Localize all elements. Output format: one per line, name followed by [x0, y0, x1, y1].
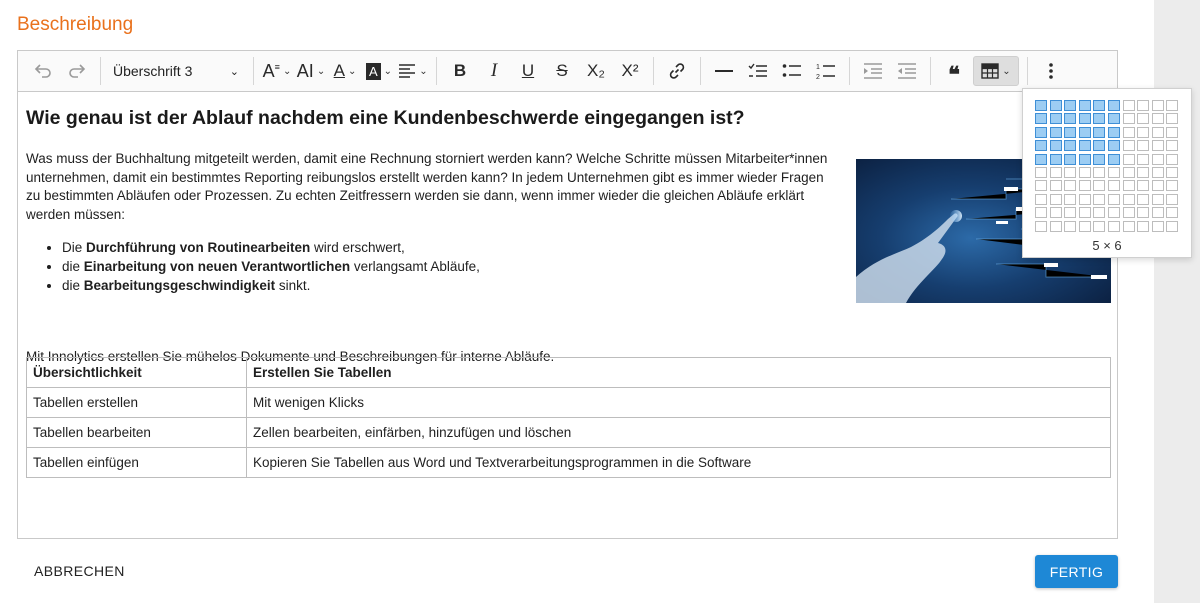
table-size-cell[interactable] — [1108, 194, 1120, 205]
outdent-icon — [897, 63, 917, 79]
toolbar-separator — [100, 57, 101, 85]
blockquote-button[interactable] — [939, 56, 969, 86]
table-size-cell[interactable] — [1093, 140, 1105, 151]
table-cell[interactable]: Erstellen Sie Tabellen — [247, 358, 1111, 388]
toolbar-separator — [700, 57, 701, 85]
bullet-list-icon — [782, 63, 802, 79]
table-size-cell[interactable] — [1050, 100, 1062, 111]
table-cell[interactable]: Mit wenigen Klicks — [247, 388, 1111, 418]
table-size-cell[interactable] — [1035, 127, 1047, 138]
toolbar-separator — [653, 57, 654, 85]
background-color-icon: A — [366, 63, 381, 80]
table-size-cell[interactable] — [1064, 154, 1076, 165]
table-size-cell[interactable] — [1137, 167, 1149, 178]
toolbar-separator — [849, 57, 850, 85]
table-size-cell[interactable] — [1093, 194, 1105, 205]
more-vertical-icon — [1048, 62, 1054, 80]
chevron-down-icon: ⌄ — [1002, 65, 1011, 77]
table-size-cell[interactable] — [1152, 113, 1164, 124]
table-size-cell[interactable] — [1166, 167, 1178, 178]
toolbar-separator — [930, 57, 931, 85]
chevron-down-icon: ⌄ — [282, 65, 292, 77]
editor-content[interactable] — [18, 92, 1117, 538]
svg-text:2: 2 — [816, 74, 820, 80]
table-size-cell[interactable] — [1035, 221, 1047, 232]
table-size-cell[interactable] — [1108, 100, 1120, 111]
table-size-cell[interactable] — [1137, 113, 1149, 124]
table-size-cell[interactable] — [1079, 100, 1091, 111]
table-cell[interactable]: Tabellen erstellen — [27, 388, 247, 418]
superscript-icon: X² — [621, 61, 639, 80]
table-size-cell[interactable] — [1166, 140, 1178, 151]
table-size-cell[interactable] — [1166, 207, 1178, 218]
table-size-cell[interactable] — [1035, 100, 1047, 111]
table-size-cell[interactable] — [1108, 207, 1120, 218]
table-size-cell[interactable] — [1079, 194, 1091, 205]
font-size-button[interactable] — [296, 56, 326, 86]
table-size-cell[interactable] — [1108, 167, 1120, 178]
section-title: Beschreibung — [17, 14, 134, 35]
indent-button[interactable] — [858, 56, 888, 86]
table-size-cell[interactable] — [1108, 180, 1120, 191]
table-size-cell[interactable] — [1166, 154, 1178, 165]
redo-icon — [67, 63, 87, 79]
table-size-cell[interactable] — [1050, 113, 1062, 124]
table-size-cell[interactable] — [1108, 127, 1120, 138]
table-size-cell[interactable] — [1137, 154, 1149, 165]
table-size-cell[interactable] — [1152, 167, 1164, 178]
chevron-down-icon: ⌄ — [383, 65, 393, 77]
table-cell[interactable]: Tabellen bearbeiten — [27, 418, 247, 448]
undo-icon — [33, 63, 53, 79]
table-size-cell[interactable] — [1137, 221, 1149, 232]
toolbar-separator — [436, 57, 437, 85]
background-color-button[interactable] — [364, 56, 394, 86]
link-icon — [668, 62, 686, 80]
heading-select[interactable] — [107, 56, 247, 86]
table-size-cell[interactable] — [1050, 140, 1062, 151]
checklist-icon — [748, 63, 768, 79]
document-heading: Wie genau ist der Ablauf nachdem eine Kundenbeschwerde eingegangen ist? — [26, 107, 745, 129]
redo-button[interactable] — [62, 56, 92, 86]
more-options-button[interactable] — [1036, 56, 1066, 86]
table-size-cell[interactable] — [1123, 154, 1135, 165]
table-size-cell[interactable] — [1064, 140, 1076, 151]
table-size-cell[interactable] — [1050, 180, 1062, 191]
table-icon — [981, 63, 999, 79]
table-size-cell[interactable] — [1123, 207, 1135, 218]
chevron-down-icon: ⌄ — [347, 65, 357, 77]
table-size-cell[interactable] — [1137, 127, 1149, 138]
table-size-cell[interactable] — [1152, 100, 1164, 111]
table-size-cell[interactable] — [1166, 194, 1178, 205]
table-size-cell[interactable] — [1093, 167, 1105, 178]
table-size-cell[interactable] — [1108, 140, 1120, 151]
toolbar-separator — [253, 57, 254, 85]
table-row — [27, 418, 1111, 448]
table-size-cell[interactable] — [1064, 127, 1076, 138]
table-cell[interactable]: Zellen bearbeiten, einfärben, hinzufügen und löschen — [247, 418, 1111, 448]
strikethrough-button[interactable] — [547, 56, 577, 86]
numbered-list-button[interactable] — [811, 56, 841, 86]
table-size-cell[interactable] — [1064, 207, 1076, 218]
heading-select-value: Überschrift 3 — [113, 63, 193, 79]
align-left-icon — [398, 64, 416, 78]
table-size-cell[interactable] — [1166, 100, 1178, 111]
table-cell[interactable]: Übersichtlichkeit — [27, 358, 247, 388]
table-size-cell[interactable] — [1093, 127, 1105, 138]
table-size-cell[interactable] — [1123, 127, 1135, 138]
table-size-cell[interactable] — [1137, 207, 1149, 218]
italic-icon: I — [490, 60, 498, 81]
insert-table-button[interactable] — [973, 56, 1019, 86]
table-size-cell[interactable] — [1123, 221, 1135, 232]
table-size-cell[interactable] — [1137, 140, 1149, 151]
rich-text-editor — [17, 50, 1118, 539]
checklist-button[interactable] — [743, 56, 773, 86]
font-color-icon: A — [333, 61, 345, 80]
table-size-cell[interactable] — [1079, 113, 1091, 124]
font-family-icon: A≡ — [262, 60, 280, 81]
table-size-cell[interactable] — [1152, 140, 1164, 151]
table-row — [27, 358, 1111, 388]
editor-toolbar — [18, 51, 1117, 92]
table-size-cell[interactable] — [1050, 221, 1062, 232]
table-size-cell[interactable] — [1079, 127, 1091, 138]
horizontal-line-icon — [714, 64, 734, 78]
table-size-cell[interactable] — [1035, 167, 1047, 178]
table-size-cell[interactable] — [1166, 113, 1178, 124]
undo-button[interactable] — [28, 56, 58, 86]
bold-button[interactable] — [445, 56, 475, 86]
table-size-cell[interactable] — [1079, 154, 1091, 165]
subscript-button[interactable] — [581, 56, 611, 86]
table-size-cell[interactable] — [1152, 154, 1164, 165]
table-size-cell[interactable] — [1123, 140, 1135, 151]
table-size-cell[interactable] — [1079, 207, 1091, 218]
strikethrough-icon: S — [556, 61, 568, 80]
table-size-cell[interactable] — [1079, 221, 1091, 232]
chevron-down-icon: ⌄ — [316, 65, 326, 77]
table-cell[interactable]: Tabellen einfügen — [27, 448, 247, 478]
list-item: • die Einarbeitung von neuen Verantwortlichen verlangsamt Abläufe, — [62, 257, 480, 276]
text-align-button[interactable] — [398, 56, 428, 86]
table-row — [27, 448, 1111, 478]
font-color-button[interactable] — [330, 56, 360, 86]
document-paragraph: Was muss der Buchhaltung mitgeteilt werden, damit eine Rechnung storniert werden kann? Welche Schritte müssen Mitarbeiter*innen unternehmen, damit ein bestimmtes Reporting reibungslos erstellt werden kann? In jedem Unternehmen gibt es immer wieder Fragen zu bestimmten Abläufen oder Prozessen. Zu echten Zeitfressern werden sie dann, wenn immer wieder die gleichen Abläufe erklärt werden müssen: — [26, 151, 828, 222]
table-size-cell[interactable] — [1079, 167, 1091, 178]
table-row — [27, 388, 1111, 418]
table-size-cell[interactable] — [1035, 194, 1047, 205]
table-size-cell[interactable] — [1064, 221, 1076, 232]
table-size-cell[interactable] — [1035, 207, 1047, 218]
table-size-cell[interactable] — [1079, 140, 1091, 151]
underline-icon: U — [521, 61, 535, 80]
table-size-cell[interactable] — [1079, 180, 1091, 191]
table-size-cell[interactable] — [1123, 194, 1135, 205]
table-size-cell[interactable] — [1123, 100, 1135, 111]
table-size-label: 5 × 6 — [1092, 238, 1122, 253]
outdent-button[interactable] — [892, 56, 922, 86]
toolbar-separator — [1027, 57, 1028, 85]
quote-icon: ❝ — [948, 62, 960, 87]
bullet-list-button[interactable] — [777, 56, 807, 86]
table-size-cell[interactable] — [1152, 221, 1164, 232]
superscript-button[interactable] — [615, 56, 645, 86]
table-size-cell[interactable] — [1050, 207, 1062, 218]
list-item: • die Bearbeitungsgeschwindigkeit sinkt. — [62, 276, 480, 295]
font-family-button[interactable] — [262, 56, 292, 86]
table-size-cell[interactable] — [1108, 154, 1120, 165]
font-size-icon: AI — [296, 60, 314, 81]
subscript-icon: X₂ — [587, 61, 605, 80]
table-size-cell[interactable] — [1035, 180, 1047, 191]
table-size-cell[interactable] — [1050, 154, 1062, 165]
table-size-cell[interactable] — [1123, 167, 1135, 178]
table-size-cell[interactable] — [1152, 207, 1164, 218]
table-size-cell[interactable] — [1035, 154, 1047, 165]
table-size-cell[interactable] — [1064, 100, 1076, 111]
table-size-cell[interactable] — [1152, 180, 1164, 191]
chevron-down-icon: ⌄ — [229, 65, 239, 78]
table-size-cell[interactable] — [1035, 113, 1047, 124]
numbered-list-icon — [816, 62, 836, 80]
table-size-cell[interactable] — [1064, 194, 1076, 205]
table-cell[interactable]: Kopieren Sie Tabellen aus Word und Textverarbeitungsprogrammen in die Software — [247, 448, 1111, 478]
table-size-cell[interactable] — [1064, 113, 1076, 124]
table-size-picker — [1022, 88, 1192, 258]
svg-text:1: 1 — [816, 64, 820, 71]
table-size-cell[interactable] — [1093, 207, 1105, 218]
cancel-button[interactable]: ABBRECHEN — [34, 563, 125, 579]
table-size-cell[interactable] — [1050, 127, 1062, 138]
document-table — [26, 357, 1111, 478]
table-size-cell[interactable] — [1166, 127, 1178, 138]
table-size-cell[interactable] — [1137, 100, 1149, 111]
done-button[interactable]: FERTIG — [1035, 555, 1118, 588]
table-size-cell[interactable] — [1093, 180, 1105, 191]
italic-button[interactable] — [479, 56, 509, 86]
table-size-cell[interactable] — [1137, 194, 1149, 205]
table-size-cell[interactable] — [1093, 100, 1105, 111]
bullet-list — [26, 238, 480, 295]
indent-icon — [863, 63, 883, 79]
table-size-cell[interactable] — [1093, 113, 1105, 124]
table-size-cell[interactable] — [1166, 180, 1178, 191]
table-size-cell[interactable] — [1123, 180, 1135, 191]
horizontal-line-button[interactable] — [709, 56, 739, 86]
table-size-cell[interactable] — [1050, 167, 1062, 178]
table-size-cell[interactable] — [1064, 180, 1076, 191]
table-size-cell[interactable] — [1166, 221, 1178, 232]
link-button[interactable] — [662, 56, 692, 86]
table-size-cell[interactable] — [1093, 221, 1105, 232]
table-size-cell[interactable] — [1123, 113, 1135, 124]
list-item: • Die Durchführung von Routinearbeiten wird erschwert, — [62, 238, 480, 257]
table-size-cell[interactable] — [1152, 194, 1164, 205]
table-size-cell[interactable] — [1093, 154, 1105, 165]
table-size-cell[interactable] — [1035, 140, 1047, 151]
table-size-cell[interactable] — [1152, 127, 1164, 138]
document-paragraph: Mit Innolytics erstellen Sie mühelos Dokumente und Beschreibungen für interne Abläufe. — [26, 349, 555, 364]
table-size-cell[interactable] — [1050, 194, 1062, 205]
table-size-cell[interactable] — [1137, 180, 1149, 191]
table-size-cell[interactable] — [1064, 167, 1076, 178]
underline-button[interactable] — [513, 56, 543, 86]
table-size-cell[interactable] — [1108, 113, 1120, 124]
bold-icon: B — [453, 61, 467, 80]
chevron-down-icon: ⌄ — [419, 65, 428, 77]
table-size-cell[interactable] — [1108, 221, 1120, 232]
